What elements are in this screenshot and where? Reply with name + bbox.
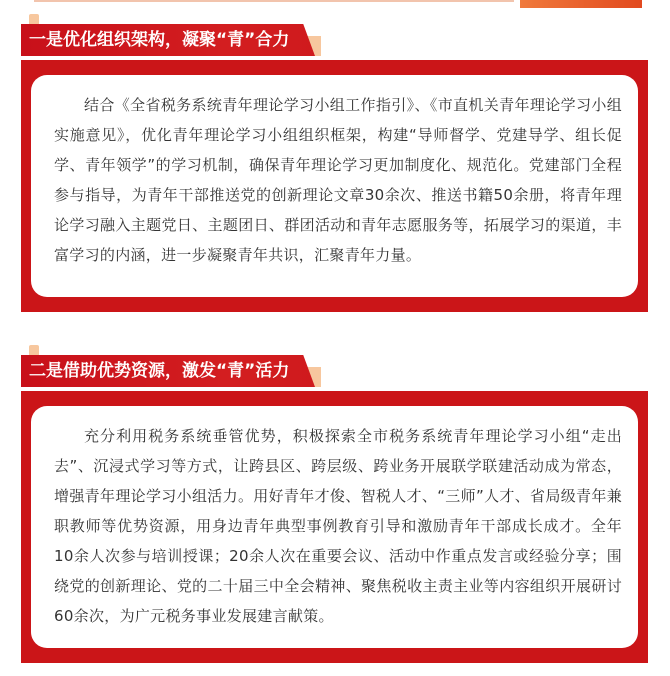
top-decoration <box>0 0 670 10</box>
section-2-title: 二是借助优势资源，激发“青”活力 <box>29 361 290 381</box>
section-2 <box>0 345 670 663</box>
section-1-title: 一是优化组织架构，凝聚“青”合力 <box>29 30 290 50</box>
section-1 <box>0 14 670 312</box>
top-orange-block <box>520 0 642 8</box>
top-divider-line <box>34 0 514 2</box>
section-1-frame <box>21 60 648 312</box>
section-2-body: 充分利用税务系统垂管优势，积极探索全市税务系统青年理论学习小组“走出去”、沉浸式学习等方式，让跨县区、跨层级、跨业务开展联学联建活动成为常态，增强青年理论学习小组活力。用好青年才俊、智税人才、“三师”人才、省局级青年兼职教师等优势资源，用身边青年典型事例教育引导和激励青年干部成长成才。全年10余人次参与培训授课；20余人次在重要会议、活动中作重点发言或经验分享；围绕党的创新理论、党的二十届三中全会精神、聚焦税收主责主业等内容组织开展研讨60余次，为广元税务事业发展建言献策。 <box>54 427 622 625</box>
section-1-card <box>31 75 638 297</box>
section-1-title-banner <box>21 14 321 60</box>
section-2-frame <box>21 391 648 663</box>
section-2-card <box>31 406 638 648</box>
section-2-title-banner <box>21 345 321 391</box>
section-1-body: 结合《全省税务系统青年理论学习小组工作指引》、《市直机关青年理论学习小组实施意见》，优化青年理论学习小组组织框架，构建“导师督学、党建导学、组长促学、青年领学”的学习机制，确保青年理论学习更加制度化、规范化。党建部门全程参与指导，为青年干部推送党的创新理论文章30余次、推送书籍50余册，将青年理论学习融入主题党日、主题团日、群团活动和青年志愿服务等，拓展学习的渠道，丰富学习的内涵，进一步凝聚青年共识，汇聚青年力量。 <box>54 96 622 264</box>
